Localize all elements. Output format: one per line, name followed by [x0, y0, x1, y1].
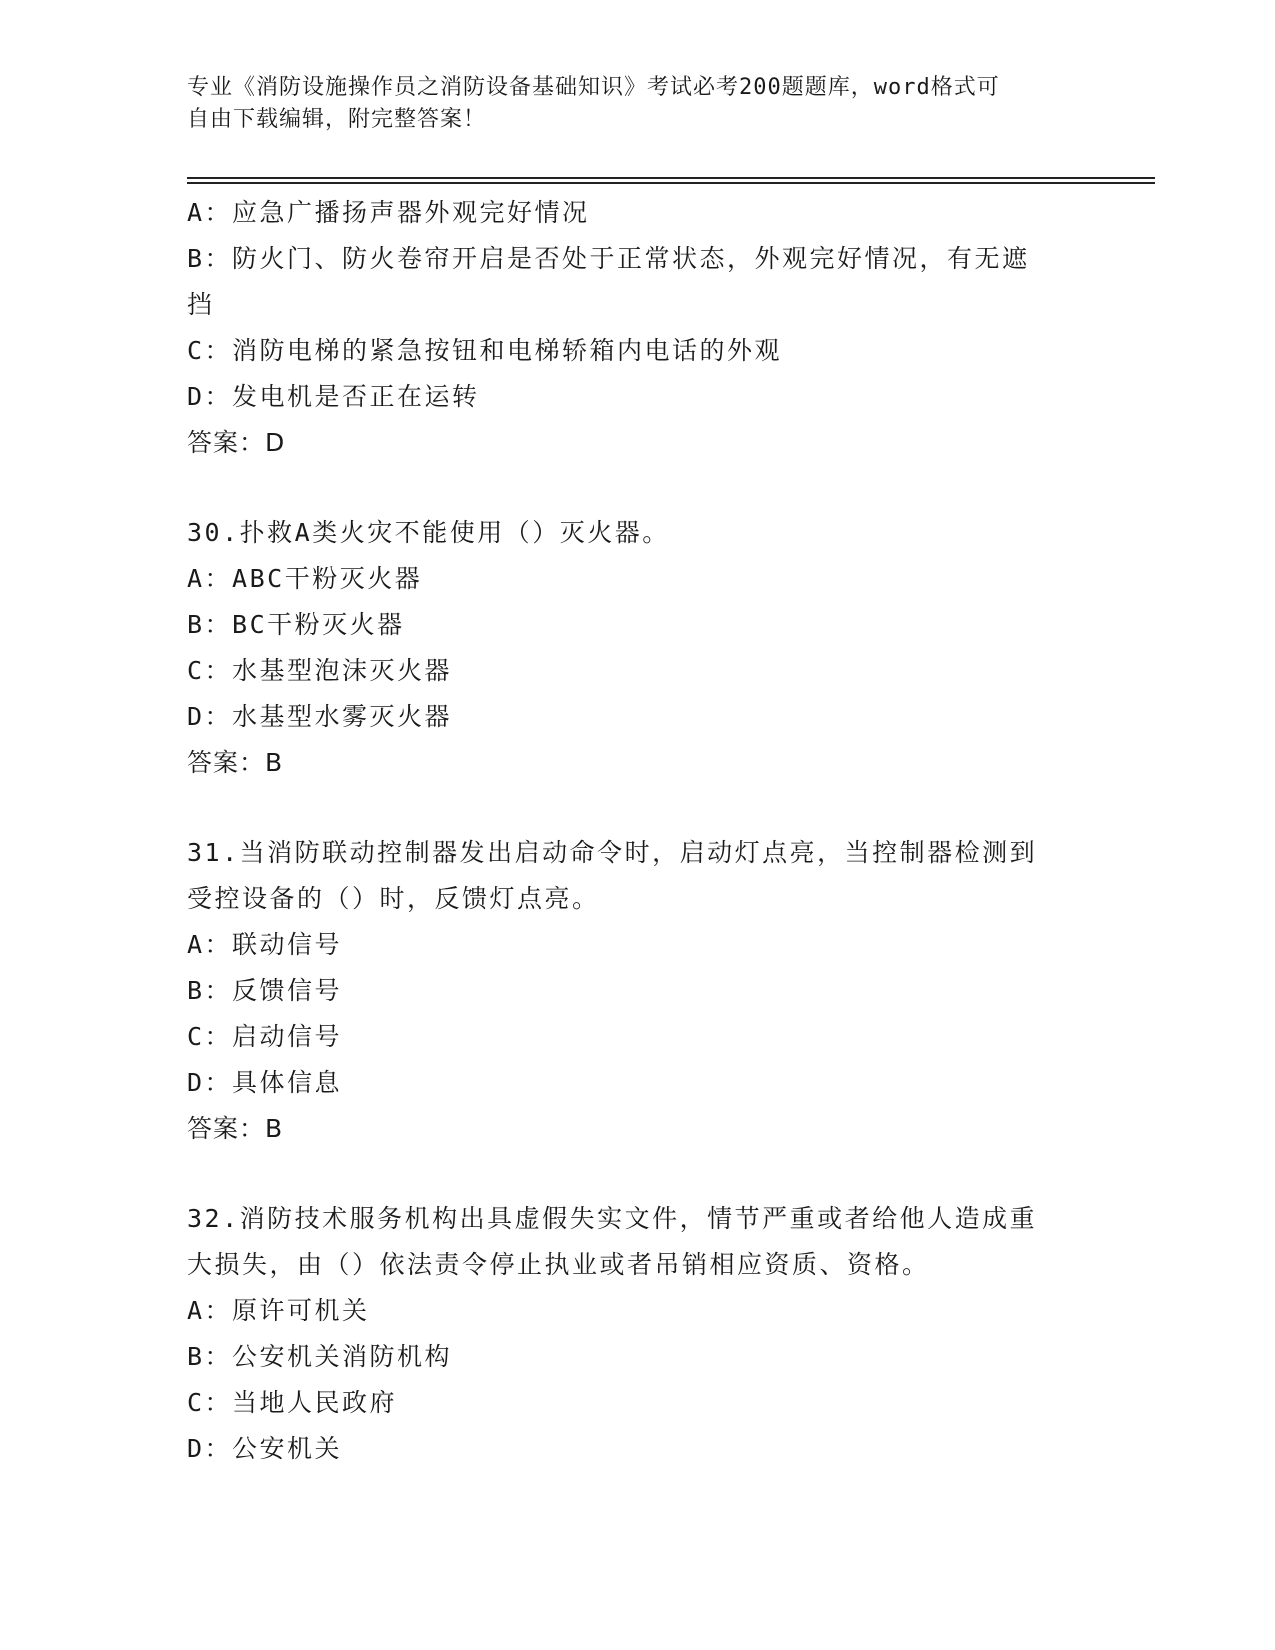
- option-a: A：ABC干粉灭火器: [187, 564, 423, 593]
- answer: 答案：B: [187, 748, 284, 777]
- question-stem-line-1: 32.消防技术服务机构出具虚假失实文件，情节严重或者给他人造成重: [187, 1204, 1038, 1233]
- option-b: B：反馈信号: [187, 976, 343, 1005]
- header-divider-top: [187, 177, 1155, 179]
- option-c: C：水基型泡沫灭火器: [187, 656, 453, 685]
- question-stem: 30.扑救A类火灾不能使用（）灭火器。: [187, 518, 670, 547]
- option-a: A：应急广播扬声器外观完好情况: [187, 198, 590, 227]
- answer: 答案：B: [187, 1114, 284, 1143]
- question-29: [187, 190, 1087, 466]
- header-divider-bottom: [187, 182, 1155, 184]
- option-b: B：BC干粉灭火器: [187, 610, 405, 639]
- question-30: [187, 510, 1087, 786]
- option-c: C：当地人民政府: [187, 1388, 398, 1417]
- question-32: [187, 1196, 1087, 1472]
- question-stem-line-2: 受控设备的（）时，反馈灯点亮。: [187, 884, 600, 913]
- header-line-1: 专业《消防设施操作员之消防设备基础知识》考试必考200题题库，word格式可: [187, 75, 1000, 100]
- question-31: [187, 830, 1087, 1152]
- question-list: [187, 190, 1087, 1472]
- option-d: D：具体信息: [187, 1068, 343, 1097]
- question-spacer: [187, 1152, 1087, 1196]
- option-b: B：公安机关消防机构: [187, 1342, 453, 1371]
- question-spacer: [187, 466, 1087, 510]
- option-a: A：联动信号: [187, 930, 343, 959]
- option-d: D：公安机关: [187, 1434, 343, 1463]
- option-a: A：原许可机关: [187, 1296, 370, 1325]
- question-stem-line-1: 31.当消防联动控制器发出启动命令时，启动灯点亮，当控制器检测到: [187, 838, 1038, 867]
- option-b-line-2: 挡: [187, 290, 215, 319]
- question-stem-line-2: 大损失，由（）依法责令停止执业或者吊销相应资质、资格。: [187, 1250, 930, 1279]
- option-c: C：消防电梯的紧急按钮和电梯轿箱内电话的外观: [187, 336, 783, 365]
- option-d: D：发电机是否正在运转: [187, 382, 480, 411]
- question-spacer: [187, 786, 1087, 830]
- option-b-line-1: B：防火门、防火卷帘开启是否处于正常状态，外观完好情况，有无遮: [187, 244, 1030, 273]
- answer: 答案：D: [187, 428, 286, 457]
- option-d: D：水基型水雾灭火器: [187, 702, 453, 731]
- option-c: C：启动信号: [187, 1022, 343, 1051]
- document-header: [187, 72, 1087, 136]
- header-line-2: 自由下载编辑，附完整答案！: [187, 107, 487, 132]
